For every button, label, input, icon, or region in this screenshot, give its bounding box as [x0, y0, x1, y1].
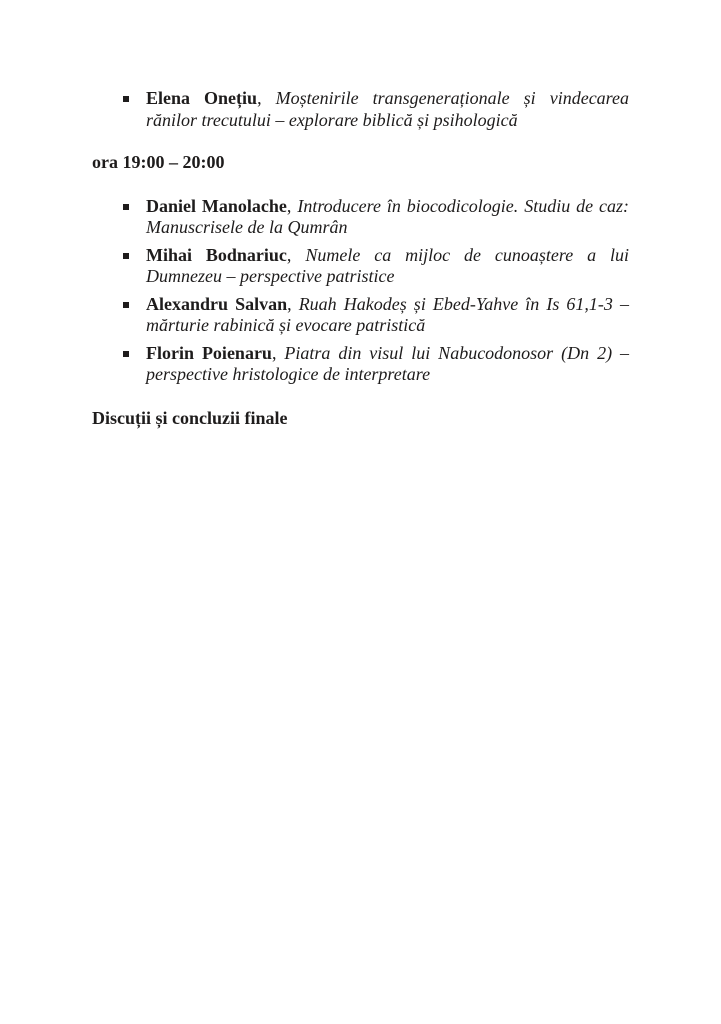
list-item [92, 294, 629, 337]
square-bullet-icon [123, 253, 129, 259]
page-content [92, 88, 629, 429]
presenter-name: Elena Onețiu [146, 88, 258, 108]
presentation-title: Piatra din visul lui Nabucodonosor (Dn 2) – perspective hristologice de interpretare [146, 342, 630, 384]
presenter-name: Florin Poienaru [146, 342, 272, 363]
square-bullet-icon [123, 96, 129, 102]
name-title-separator: , [286, 244, 306, 265]
name-title-separator: , [257, 88, 276, 108]
presenter-name: Alexandru Salvan [146, 293, 288, 314]
name-title-separator: , [287, 293, 299, 314]
presentation-title: Introducere în biocodicologie. Studiu de caz: Manuscrisele de la Qumrân [146, 195, 630, 237]
presenter-name: Mihai Bodnariuc [146, 244, 287, 265]
presenter-name: Daniel Manolache [146, 195, 287, 216]
square-bullet-icon [123, 351, 129, 357]
name-title-separator: , [286, 195, 298, 216]
presentation-title: Ruah Hakodeș și Ebed-Yahve în Is 61,1-3 – mărturie rabinică și evocare patristică [146, 293, 629, 335]
list-item [92, 245, 629, 288]
presentation-list [92, 196, 629, 386]
square-bullet-icon [123, 204, 129, 210]
square-bullet-icon [123, 302, 129, 308]
presentation-title: Moștenirile transgeneraționale și vindecarea rănilor trecutului – explorare biblică și psihologică [146, 88, 630, 130]
list-item [92, 88, 629, 131]
closing-heading: Discuții și concluzii finale [92, 407, 288, 428]
list-item [92, 196, 629, 239]
pre-section-presentation-list [92, 88, 629, 131]
list-item [92, 343, 629, 386]
name-title-separator: , [271, 342, 285, 363]
time-slot-heading: ora 19:00 – 20:00 [92, 152, 225, 172]
presentation-title: Numele ca mijloc de cunoaștere a lui Dumnezeu – perspective patristice [146, 244, 629, 286]
